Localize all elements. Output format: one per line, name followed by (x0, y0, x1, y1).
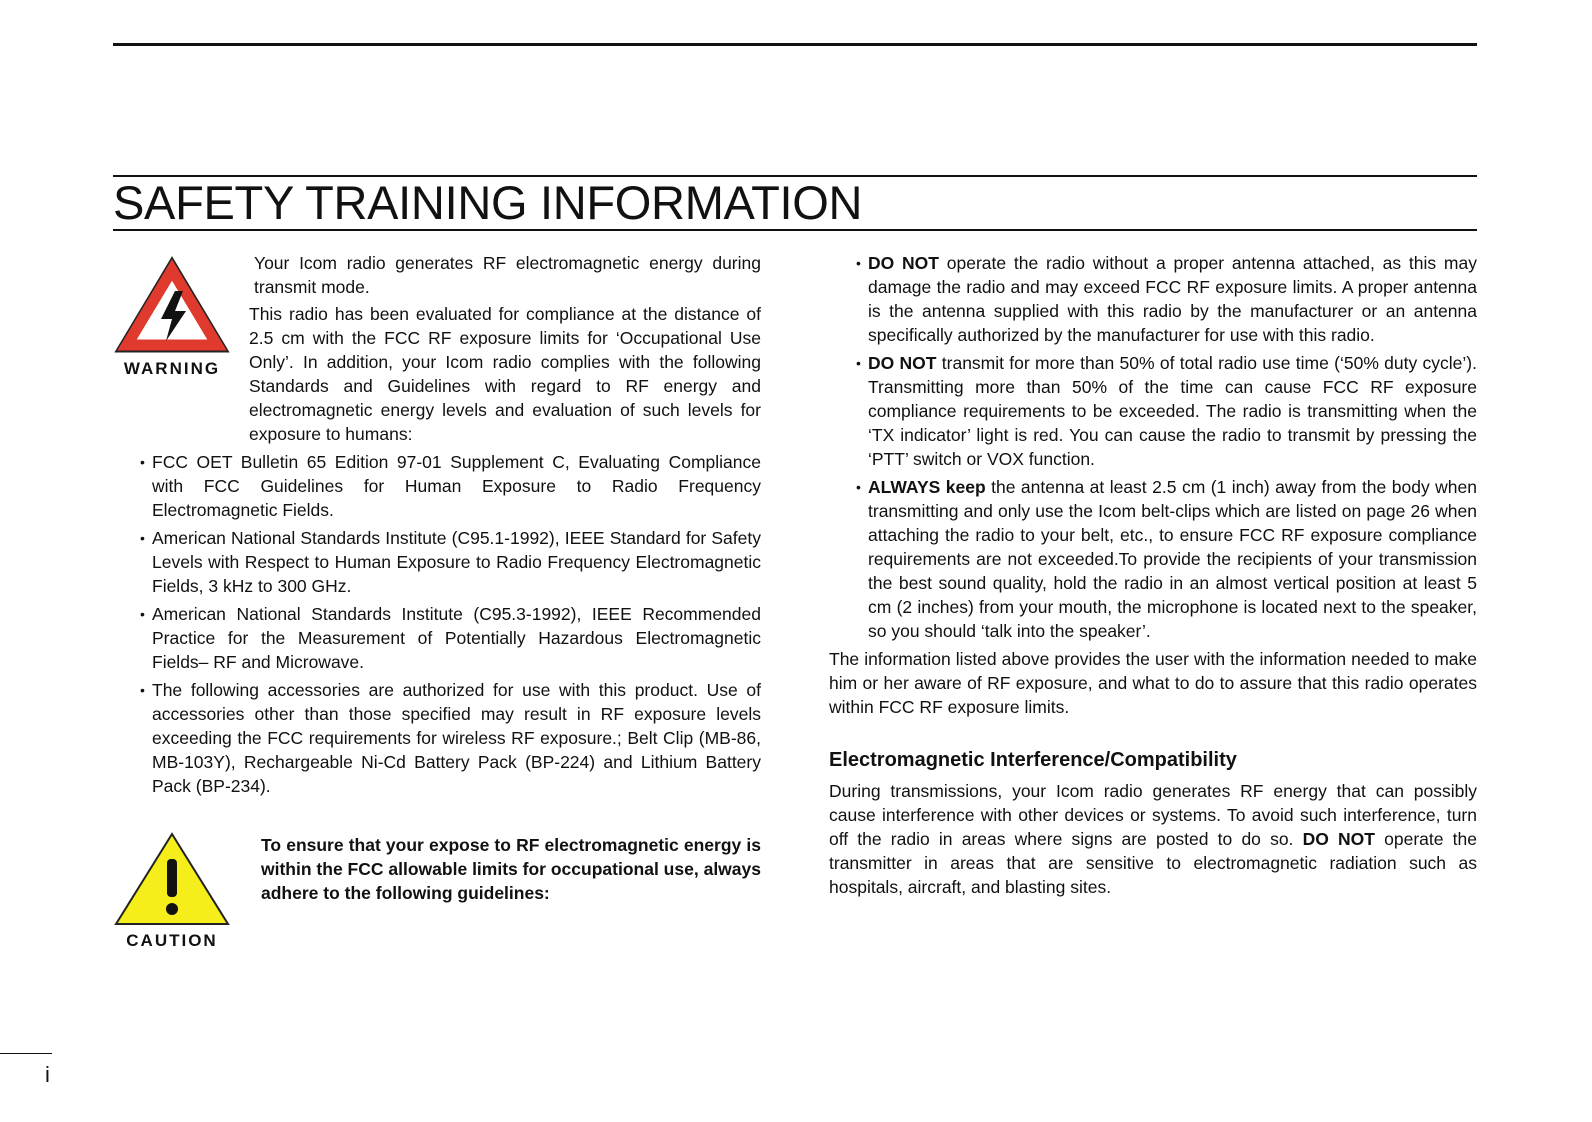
caution-label: CAUTION (126, 931, 218, 950)
left-column (113, 251, 761, 950)
guidelines-list (829, 251, 1477, 643)
top-rule (113, 43, 1477, 46)
standards-list (113, 450, 761, 798)
bullet-icon: • (856, 355, 861, 371)
warning-triangle-icon (114, 255, 230, 355)
list-item: • ALWAYS keep the antenna at least 2.5 cm (1 inch) away from the body when transmitting and only use the Icom belt-clips which are listed on page 26 when attaching the radio to your belt, etc., to ensure FCC RF exposure compliance requirements are not exceeded.To provide the recipients of your transmission the best sound quality, hold the radio in an almost vertical position at least 5 cm (2 inches) from your mouth, the microphone is located next to the speaker, so you should ‘talk into the speaker’. (856, 477, 1477, 641)
right-column (829, 251, 1477, 899)
title-rule-bottom (113, 229, 1477, 231)
list-item: • FCC OET Bulletin 65 Edition 97-01 Supplement C, Evaluating Compliance with FCC Guidelines for Human Exposure to Radio Frequency Electromagnetic Fields. (140, 452, 761, 520)
bullet-icon: • (140, 454, 145, 470)
bullet-icon: • (140, 682, 145, 698)
caution-text: To ensure that your expose to RF electromagnetic energy is within the FCC allowable limits for occupational use, always adhere to the following guidelines: (261, 835, 761, 903)
caution-sign (113, 831, 231, 951)
bullet-icon: • (140, 530, 145, 546)
list-item: • American National Standards Institute (C95.1-1992), IEEE Standard for Safety Levels with Respect to Human Exposure to Radio Frequency Electromagnetic Fields, 3 kHz to 300 GHz. (140, 528, 761, 596)
list-item: • American National Standards Institute (C95.3-1992), IEEE Recommended Practice for the Measurement of Potentially Hazardous Electromagnetic Fields– RF and Microwave. (140, 604, 761, 672)
list-item: • DO NOT operate the radio without a proper antenna attached, as this may damage the radio and may exceed FCC RF exposure limits. A proper antenna is the antenna supplied with this radio by the manufacturer or an antenna specifically authorized by the manufacturer for use with this radio. (856, 253, 1477, 345)
emc-paragraph: During transmissions, your Icom radio generates RF energy that can possibly cause interference with other devices or systems. To avoid such interference, turn off the radio in areas where signs are posted to do so. DO NOT operate the transmitter in areas that are sensitive to electromagnetic radiation such as hospitals, aircraft, and blasting sites. (829, 781, 1477, 897)
warning-sign (113, 255, 231, 379)
page-number: i (45, 1062, 50, 1087)
caution-triangle-icon (113, 831, 231, 927)
list-item: • DO NOT transmit for more than 50% of total radio use time (‘50% duty cycle’). Transmitting more than 50% of the time can cause FCC RF exposure compliance requirements to be exceeded. The radio is transmitting when the ‘TX indicator’ light is red. You can cause the radio to transmit by pressing the ‘PTT’ switch or VOX function. (856, 353, 1477, 469)
summary-paragraph: The information listed above provides the user with the information needed to make him or her aware of RF exposure, and what to do to assure that this radio operates within FCC RF exposure limits. (829, 649, 1477, 717)
bullet-icon: • (856, 255, 861, 271)
intro-paragraph-2-text: This radio has been evaluated for compliance at the distance of 2.5 cm with the FCC RF exposure limits for ‘Occupational Use Only’. In addition, your Icom radio complies with the following Standards and Guidelines with regard to RF energy and electromagnetic energy levels and evaluation of such levels for exposure to humans: (249, 304, 761, 444)
warning-label: WARNING (123, 359, 221, 378)
bullet-icon: • (140, 606, 145, 622)
list-item: • The following accessories are authorized for use with this product. Use of accessories other than those specified may result in RF exposure levels exceeding the FCC requirements for wireless RF exposure.; Belt Clip (MB-86, MB-103Y), Rechargeable Ni-Cd Battery Pack (BP-224) and Lithium Battery Pack (BP-234). (140, 680, 761, 796)
page-title: SAFETY TRAINING INFORMATION (113, 176, 863, 229)
bullet-icon: • (856, 479, 861, 495)
emc-heading: Electromagnetic Interference/Compatibility (829, 749, 1237, 771)
intro-paragraph-1: Your Icom radio generates RF electromagnetic energy during transmit mode. (254, 253, 761, 297)
page-number-rule (0, 1053, 52, 1054)
